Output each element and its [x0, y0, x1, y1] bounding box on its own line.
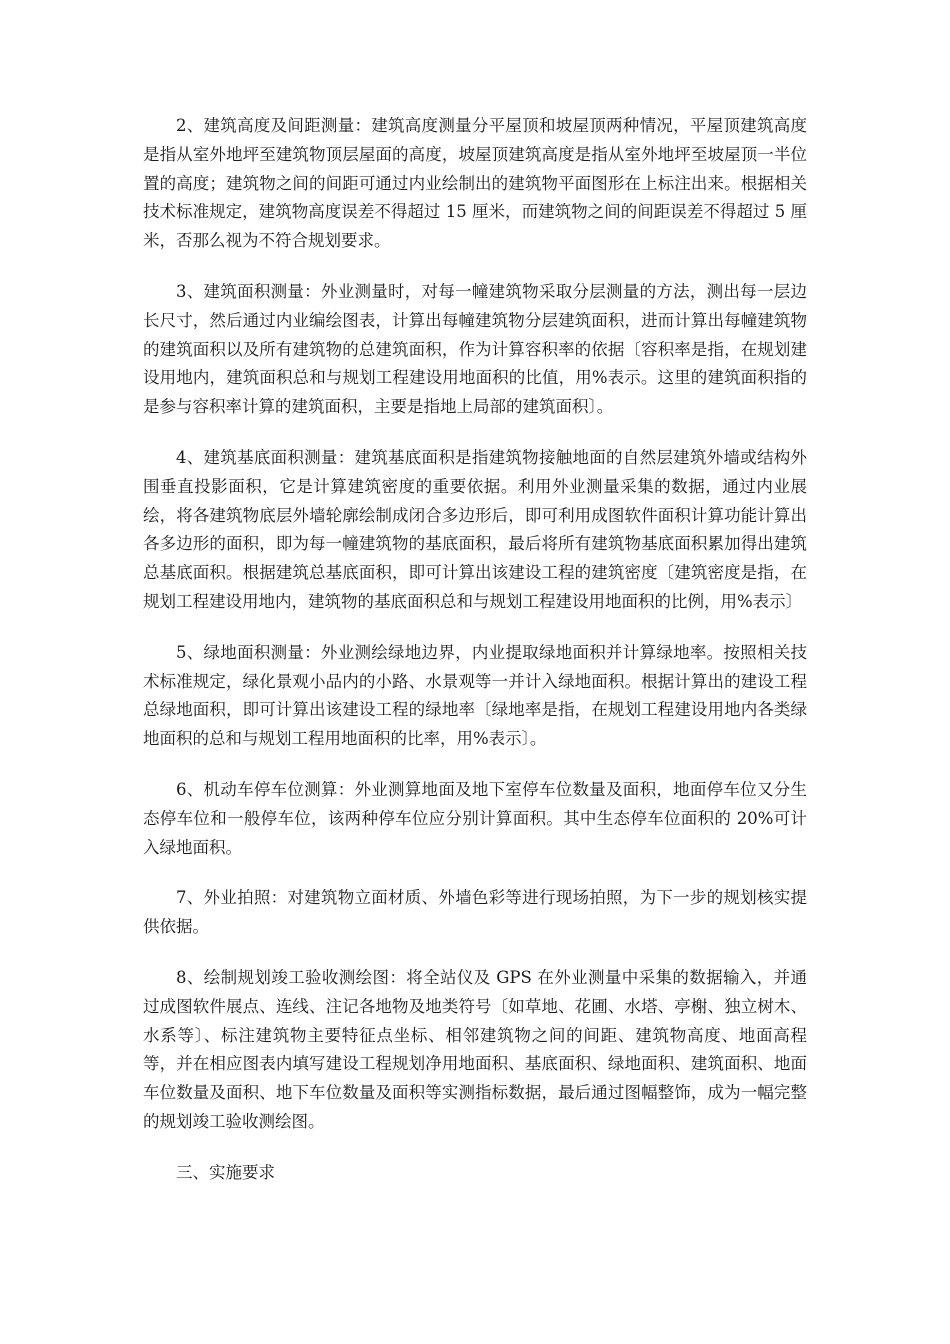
- paragraph-building-height: 2、建筑高度及间距测量：建筑高度测量分平屋顶和坡屋顶两种情况，平屋顶建筑高度是指从室外地坪至建筑物顶层屋面的高度，坡屋顶建筑高度是指从室外地坪至坡屋顶一半位置的高度；建筑物之间的间距可通过内业绘制出的建筑物平面图形在上标注出来。根据相关技术标准规定，建筑物高度误差不得超过 15 厘米，而建筑物之间的间距误差不得超过 5 厘米，否那么视为不符合规划要求。: [143, 116, 807, 251]
- document-body: [143, 112, 807, 1188]
- paragraph-parking: 6、机动车停车位测算：外业测算地面及地下室停车位数量及面积，地面停车位又分生态停车位和一般停车位，该两种停车位应分别计算面积。其中生态停车位面积的 20%可计入绿地面积。: [143, 779, 807, 857]
- paragraph-photos: 7、外业拍照：对建筑物立面材质、外墙色彩等进行现场拍照，为下一步的规划核实提供依据。: [143, 888, 807, 937]
- paragraph-green-area: 5、绿地面积测量：外业测绘绿地边界，内业提取绿地面积并计算绿地率。按照相关技术标准规定，绿化景观小品内的小路、水景观等一并计入绿地面积。根据计算出的建设工程总绿地面积，即可计算出该建设工程的绿地率〔绿地率是指，在规划工程建设用地内各类绿地面积的总和与规划工程用地面积的比率，用%表示〕。: [143, 642, 807, 749]
- paragraph-building-area: 3、建筑面积测量：外业测量时，对每一幢建筑物采取分层测量的方法，测出每一层边长尺寸，然后通过内业编绘图表，计算出每幢建筑物分层建筑面积，进而计算出每幢建筑物的建筑面积以及所有建筑物的总建筑面积，作为计算容积率的依据〔容积率是指，在规划建设用地内，建筑面积总和与规划工程建设用地面积的比值，用%表示。这里的建筑面积指的是参与容积率计算的建筑面积，主要是指地上局部的建筑面积〕。: [143, 281, 807, 417]
- paragraph-base-area: 4、建筑基底面积测量：建筑基底面积是指建筑物接触地面的自然层建筑外墙或结构外围垂直投影面积，它是计算建筑密度的重要依据。利用外业测量采集的数据，通过内业展绘，将各建筑物底层外墙轮廓绘制成闭合多边形后，即可利用成图软件面积计算功能计算出各多边形的面积，即为每一幢建筑物的基底面积，最后将所有建筑物基底面积累加得出建筑总基底面积。根据建筑总基底面积，即可计算出该建设工程的建筑密度〔建筑密度是指，在规划工程建设用地内，建筑物的基底面积总和与规划工程建设用地面积的比例，用%表示〕: [143, 447, 807, 611]
- section-heading: 三、实施要求: [176, 1162, 275, 1182]
- paragraph-drawing: 8、绘制规划竣工验收测绘图：将全站仪及 GPS 在外业测量中采集的数据输入，并通过成图软件展点、连线、注记各地物及地类符号〔如草地、花圃、水塔、亭榭、独立树木、水系等〕、标注建筑物主要特征点坐标、相邻建筑物之间的间距、建筑物高度、地面高程等，并在相应图表内填写建设工程规划净用地面积、基底面积、绿地面积、建筑面积、地面车位数量及面积、地下车位数量及面积等实测指标数据，最后通过图幅整饰，成为一幅完整的规划竣工验收测绘图。: [143, 967, 807, 1131]
